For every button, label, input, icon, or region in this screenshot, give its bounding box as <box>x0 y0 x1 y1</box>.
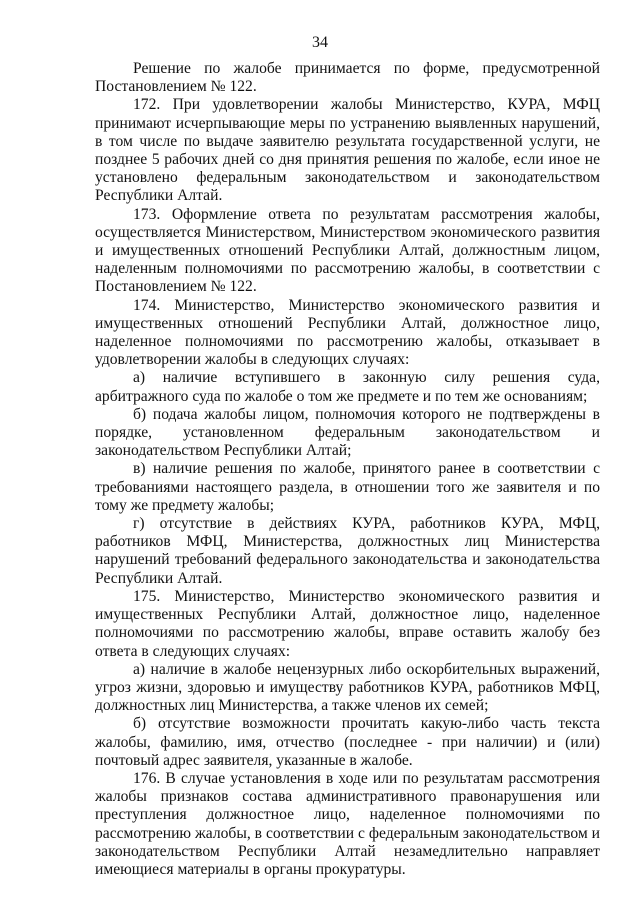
paragraph-174-g: г) отсутствие в действиях КУРА, работников КУРА, МФЦ, работников МФЦ, Министерства, должностных лиц Министерства нарушений требований федерального законодательства и законодательства Республики Алтай. <box>95 515 600 587</box>
paragraph-176: 176. В случае установления в ходе или по результатам рассмотрения жалобы признаков состава административного правонарушения или преступления должностное лицо, наделенное полномочиями по рассмотрению жалобы, в соответствии с федеральным законодательством и законодательством Республики Алтай незамедлительно направляет имеющиеся материалы в органы прокуратуры. <box>95 769 600 878</box>
paragraph-174-a: а) наличие вступившего в законную силу решения суда, арбитражного суда по жалобе о том же предмете и по тем же основаниям; <box>95 369 600 405</box>
paragraph-173: 173. Оформление ответа по результатам рассмотрения жалобы, осуществляется Министерством, Министерством экономического развития и имущественных отношений Республики Алтай, должностным лицом, наделенным полномочиями по рассмотрению жалобы, в соответствии с Постановлением № 122. <box>95 205 600 296</box>
paragraph-172: 172. При удовлетворении жалобы Министерство, КУРА, МФЦ принимают исчерпывающие меры по устранению выявленных нарушений, в том числе по выдаче заявителю результата государственной услуги, не позднее 5 рабочих дней со дня принятия решения по жалобе, если иное не установлено федеральным законодательством и законодательством Республики Алтай. <box>95 96 600 205</box>
paragraph-175: 175. Министерство, Министерство экономического развития и имущественных Республики Алтай, должностное лицо, наделенное полномочиями по рассмотрению жалобы, вправе оставить жалобу без ответа в следующих случаях: <box>95 587 600 660</box>
paragraph-175-a: а) наличие в жалобе нецензурных либо оскорбительных выражений, угроз жизни, здоровью и имуществу работников КУРА, работников МФЦ, должностных лиц Министерства, а также членов их семей; <box>95 660 600 715</box>
paragraph-174: 174. Министерство, Министерство экономического развития и имущественных отношений Республики Алтай, должностное лицо, наделенное полномочиями по рассмотрению жалобы, отказывает в удовлетворении жалобы в следующих случаях: <box>95 296 600 369</box>
paragraph-decision-form: Решение по жалобе принимается по форме, предусмотренной Постановлением № 122. <box>95 60 600 96</box>
document-body <box>95 60 600 879</box>
paragraph-174-v: в) наличие решения по жалобе, принятого ранее в соответствии с требованиями настоящего раздела, в отношении того же заявителя и по тому же предмету жалобы; <box>95 460 600 514</box>
paragraph-175-b: б) отсутствие возможности прочитать какую-либо часть текста жалобы, фамилию, имя, отчество (последнее - при наличии) и (или) почтовый адрес заявителя, указанные в жалобе. <box>95 715 600 769</box>
page-number: 34 <box>312 34 328 51</box>
paragraph-174-b: б) подача жалобы лицом, полномочия которого не подтверждены в порядке, установленном федеральным законодательством и законодательством Республики Алтай; <box>95 405 600 460</box>
